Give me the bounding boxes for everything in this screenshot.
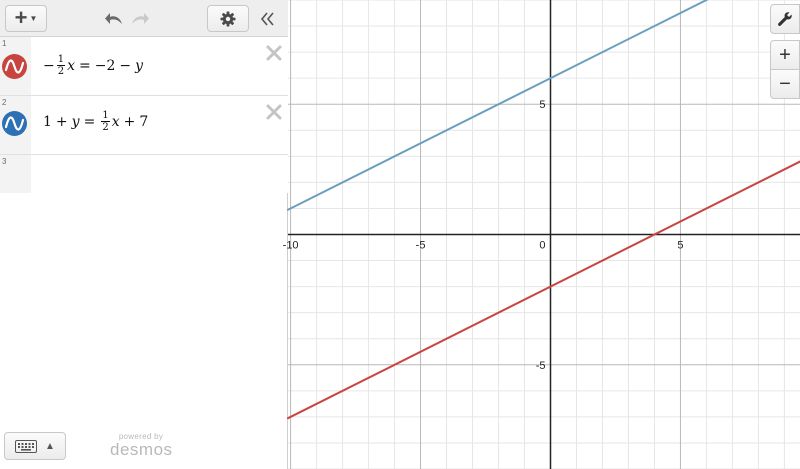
tick-labels bbox=[283, 99, 800, 372]
add-item-button[interactable] bbox=[5, 5, 47, 32]
expression-index: 2 bbox=[2, 98, 7, 107]
graph-canvas[interactable] bbox=[282, 0, 800, 469]
zoom-out-button[interactable]: − bbox=[770, 69, 800, 99]
math-token: −2 bbox=[94, 57, 116, 74]
settings-button[interactable] bbox=[207, 5, 249, 32]
x-tick-label: 5 bbox=[677, 239, 684, 252]
close-icon bbox=[266, 104, 282, 120]
keyboard-toggle-button[interactable] bbox=[4, 432, 66, 460]
math-token: x bbox=[67, 57, 76, 74]
expression-math[interactable] bbox=[43, 110, 148, 133]
caret-up-icon: ▲ bbox=[45, 440, 55, 452]
redo-icon bbox=[129, 12, 149, 26]
expression-panel bbox=[0, 0, 288, 469]
expression-index: 3 bbox=[2, 157, 7, 166]
delete-expression-button[interactable] bbox=[266, 45, 282, 61]
delete-expression-button[interactable] bbox=[266, 104, 282, 120]
expression-1-line bbox=[288, 162, 800, 419]
graph-paper[interactable] bbox=[282, 0, 800, 469]
plus-icon: + bbox=[14, 4, 28, 30]
expression-toolbar bbox=[0, 0, 288, 37]
origin-label: 0 bbox=[539, 239, 546, 252]
desmos-branding bbox=[110, 432, 172, 460]
math-token: y bbox=[71, 113, 80, 130]
wave-icon bbox=[5, 61, 24, 72]
color-swatch[interactable] bbox=[2, 111, 27, 136]
math-token: − bbox=[43, 57, 55, 74]
expression-row-1[interactable] bbox=[0, 37, 288, 96]
math-fraction bbox=[101, 110, 109, 133]
double-chevron-left-icon bbox=[260, 12, 276, 26]
math-token: 1 bbox=[43, 113, 52, 130]
expression-row-2[interactable] bbox=[0, 96, 288, 155]
undo-button[interactable] bbox=[104, 8, 126, 30]
powered-by-text: powered by bbox=[118, 432, 164, 441]
expression-math[interactable] bbox=[43, 54, 143, 77]
expression-index-gutter bbox=[0, 155, 31, 193]
graph-settings-button[interactable] bbox=[770, 4, 800, 34]
expression-index-gutter bbox=[0, 96, 31, 154]
x-tick-label: -5 bbox=[415, 239, 426, 252]
expression-index-gutter bbox=[0, 37, 31, 95]
color-swatch[interactable] bbox=[2, 54, 27, 79]
math-fraction bbox=[57, 54, 65, 77]
plotted-lines bbox=[288, 0, 800, 418]
desmos-logo-text: desmos bbox=[110, 440, 173, 459]
expression-index: 1 bbox=[2, 39, 7, 48]
y-tick-label: 5 bbox=[539, 99, 546, 112]
fraction-numerator: 1 bbox=[102, 110, 109, 121]
zoom-in-button[interactable]: + bbox=[770, 40, 800, 70]
math-token: + bbox=[55, 113, 68, 130]
fraction-denominator: 2 bbox=[102, 122, 109, 133]
math-token: − bbox=[119, 57, 132, 74]
redo-button[interactable] bbox=[128, 8, 150, 30]
wrench-icon bbox=[777, 11, 793, 27]
math-token: = bbox=[83, 113, 96, 130]
gear-icon bbox=[220, 11, 236, 27]
math-token: y bbox=[135, 57, 144, 74]
math-token: + bbox=[123, 113, 136, 130]
math-token: 7 bbox=[139, 113, 149, 130]
math-token: x bbox=[111, 113, 120, 130]
keyboard-icon bbox=[15, 440, 37, 453]
wave-icon bbox=[5, 118, 24, 129]
fraction-numerator: 1 bbox=[57, 54, 65, 65]
x-tick-label: -10 bbox=[282, 239, 299, 252]
expression-row-3-empty[interactable] bbox=[0, 155, 288, 193]
collapse-panel-button[interactable] bbox=[257, 8, 279, 30]
y-tick-label: -5 bbox=[535, 359, 546, 372]
caret-down-icon: ▼ bbox=[29, 14, 38, 23]
fraction-denominator: 2 bbox=[57, 66, 65, 77]
undo-icon bbox=[105, 12, 125, 26]
axes bbox=[288, 0, 800, 469]
math-token: = bbox=[79, 57, 91, 74]
close-icon bbox=[266, 45, 282, 61]
